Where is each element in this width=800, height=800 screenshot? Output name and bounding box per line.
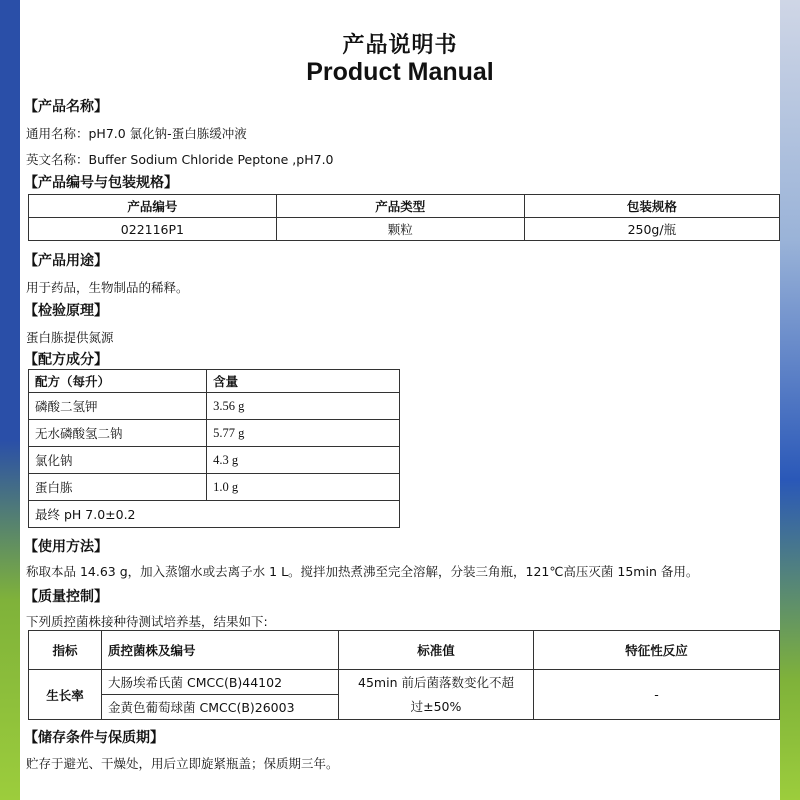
ingredient-name: 无水磷酸氢二钠 xyxy=(29,420,207,447)
final-ph: 最终 pH 7.0±0.2 xyxy=(29,501,400,528)
ingredient-amount: 5.77 g xyxy=(207,420,400,447)
standard-line-1: 45min 前后菌落数变化不超 xyxy=(358,674,514,690)
ingredient-name: 氯化钠 xyxy=(29,447,207,474)
quality-table xyxy=(28,630,780,720)
ingredient-amount: 4.3 g xyxy=(207,447,400,474)
table-header-row xyxy=(29,195,780,218)
heading-product-name: 【产品名称】 xyxy=(24,99,108,115)
cell-package: 250g/瓶 xyxy=(524,218,779,241)
table-row xyxy=(29,420,400,447)
heading-quality: 【质量控制】 xyxy=(24,589,108,605)
header-code: 产品编号 xyxy=(29,195,277,218)
heading-product-code: 【产品编号与包装规格】 xyxy=(24,175,178,191)
heading-usage: 【产品用途】 xyxy=(24,253,108,269)
header-strain: 质控菌株及编号 xyxy=(102,631,339,670)
title-chinese: 产品说明书 xyxy=(342,33,458,58)
header-type: 产品类型 xyxy=(276,195,524,218)
storage-text: 贮存于避光、干燥处，用后立即旋紧瓶盖；保质期三年。 xyxy=(26,756,339,771)
cell-type: 颗粒 xyxy=(276,218,524,241)
standard-cell xyxy=(339,670,534,720)
table-header-row xyxy=(29,631,780,670)
strain-cell: 金黄色葡萄球菌 CMCC(B)26003 xyxy=(102,695,339,720)
usage-text: 用于药品，生物制品的稀释。 xyxy=(26,280,189,295)
strain-cell: 大肠埃希氏菌 CMCC(B)44102 xyxy=(102,670,339,695)
header-ingredient: 配方（每升） xyxy=(29,370,207,393)
heading-method: 【使用方法】 xyxy=(24,539,108,555)
ingredient-amount: 3.56 g xyxy=(207,393,400,420)
heading-principle: 【检验原理】 xyxy=(24,303,108,319)
header-standard: 标准值 xyxy=(339,631,534,670)
cell-code: 022116P1 xyxy=(29,218,277,241)
header-indicator: 指标 xyxy=(29,631,102,670)
manual-page xyxy=(20,0,780,800)
header-package: 包装规格 xyxy=(524,195,779,218)
english-name: 英文名称：Buffer Sodium Chloride Peptone ,pH7.0 xyxy=(26,152,334,167)
reaction-cell: - xyxy=(534,670,780,720)
table-row xyxy=(29,501,400,528)
principle-text: 蛋白胨提供氮源 xyxy=(26,330,114,345)
common-name: 通用名称：pH7.0 氯化钠-蛋白胨缓冲液 xyxy=(26,126,247,141)
ingredient-name: 蛋白胨 xyxy=(29,474,207,501)
table-header-row xyxy=(29,370,400,393)
header-reaction: 特征性反应 xyxy=(534,631,780,670)
title-english: Product Manual xyxy=(306,58,494,86)
heading-storage: 【储存条件与保质期】 xyxy=(24,730,164,746)
table-row xyxy=(29,670,780,695)
standard-line-2: 过±50% xyxy=(410,698,462,714)
table-row xyxy=(29,393,400,420)
right-background-strip xyxy=(780,0,800,800)
left-background-strip xyxy=(0,0,20,800)
table-row xyxy=(29,474,400,501)
ingredient-name: 磷酸二氢钾 xyxy=(29,393,207,420)
formula-table xyxy=(28,369,400,528)
product-code-table xyxy=(28,194,780,241)
heading-formula: 【配方成分】 xyxy=(24,352,108,368)
ingredient-amount: 1.0 g xyxy=(207,474,400,501)
header-amount: 含量 xyxy=(207,370,400,393)
table-row xyxy=(29,447,400,474)
indicator-cell: 生长率 xyxy=(29,670,102,720)
method-text: 称取本品 14.63 g，加入蒸馏水或去离子水 1 L。搅拌加热煮沸至完全溶解，分装三角瓶，121℃高压灭菌 15min 备用。 xyxy=(26,564,699,579)
quality-text: 下列质控菌株接种待测试培养基，结果如下: xyxy=(26,614,268,629)
table-row xyxy=(29,218,780,241)
